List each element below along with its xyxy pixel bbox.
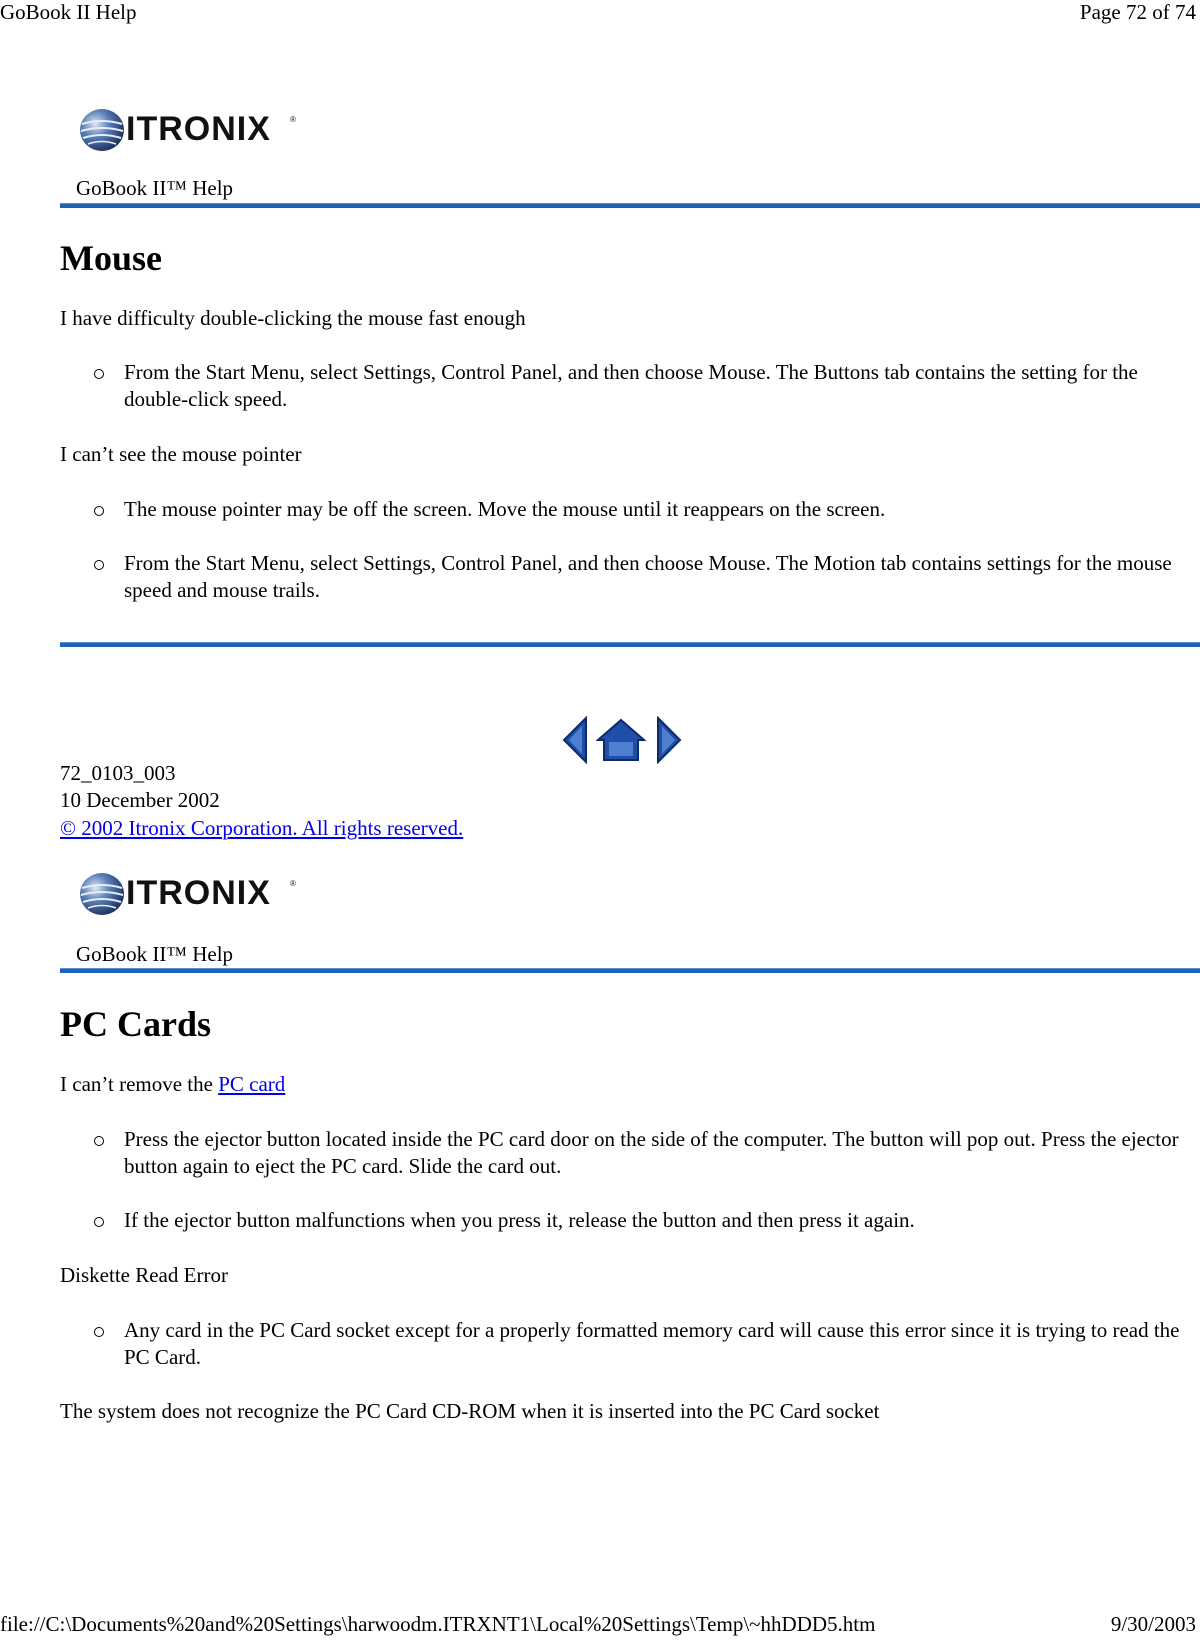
page-number: Page 72 of 74 [1079, 0, 1196, 24]
section-title-pc-cards: PC Cards [60, 1004, 211, 1044]
footer-rule [60, 642, 1200, 647]
question-pc-card-remove [60, 1071, 285, 1098]
svg-text:®: ® [290, 879, 296, 888]
right-arrow-icon [654, 716, 684, 764]
copyright-link-wrapper [60, 815, 463, 842]
header-rule [60, 968, 1200, 973]
section-title-mouse: Mouse [60, 238, 162, 278]
next-topic-button[interactable] [654, 716, 684, 769]
itronix-logo [78, 104, 308, 156]
question-mouse-pointer: I can’t see the mouse pointer [60, 442, 302, 466]
svg-text:ITRONIX: ITRONIX [126, 110, 271, 148]
home-button[interactable] [596, 716, 646, 769]
question-diskette-read-error: Diskette Read Error [60, 1263, 228, 1287]
bullet-icon [94, 1207, 104, 1234]
copyright-link[interactable]: © 2002 Itronix Corporation. All rights reserved. [60, 816, 464, 840]
print-date: 9/30/2003 [1110, 1612, 1196, 1636]
answer-item: Press the ejector button located inside the PC card door on the side of the computer. The button will pop out. Press the ejector button again to eject the PC card. Slide the card out. [124, 1127, 1179, 1178]
answer-item: Any card in the PC Card socket except for a properly formatted memory card will cause this error since it is trying to read the PC Card. [124, 1318, 1180, 1369]
page-header-title: GoBook II Help [0, 0, 137, 24]
answer-item: The mouse pointer may be off the screen. Move the mouse until it reappears on the screen. [124, 497, 886, 521]
bullet-icon [94, 359, 104, 386]
bullet-icon [94, 496, 104, 523]
pc-card-link[interactable]: PC card [218, 1072, 286, 1096]
header-rule [60, 203, 1200, 208]
itronix-logo [78, 868, 308, 920]
question-text: I can’t remove the [60, 1072, 219, 1096]
answer-item: From the Start Menu, select Settings, Control Panel, and then choose Mouse. The Motion tab contains settings for the mouse speed and mouse trails. [124, 551, 1172, 602]
document-date: 10 December 2002 [60, 788, 220, 812]
file-path: file://C:\Documents%20and%20Settings\harwoodm.ITRXNT1\Local%20Settings\Temp\~hhDDD5.htm [0, 1612, 876, 1636]
document-id: 72_0103_003 [60, 761, 176, 785]
topic-navigation [560, 716, 692, 764]
bullet-icon [94, 1126, 104, 1153]
left-arrow-icon [560, 716, 590, 764]
bullet-icon [94, 1317, 104, 1344]
brand-subtitle: GoBook II™ Help [76, 176, 234, 200]
answer-item: From the Start Menu, select Settings, Control Panel, and then choose Mouse. The Buttons tab contains the setting for the double-click speed. [124, 360, 1138, 411]
answer-item: If the ejector button malfunctions when you press it, release the button and then press it again. [124, 1208, 915, 1232]
brand-subtitle: GoBook II™ Help [76, 942, 234, 966]
bullet-icon [94, 550, 104, 577]
svg-text:ITRONIX: ITRONIX [126, 874, 271, 912]
svg-text:®: ® [290, 115, 296, 124]
question-mouse-double-click: I have difficulty double-clicking the mouse fast enough [60, 306, 526, 330]
home-icon [596, 716, 646, 764]
previous-topic-button[interactable] [560, 716, 590, 769]
question-cd-rom-not-recognized: The system does not recognize the PC Card CD-ROM when it is inserted into the PC Card socket [60, 1399, 880, 1423]
